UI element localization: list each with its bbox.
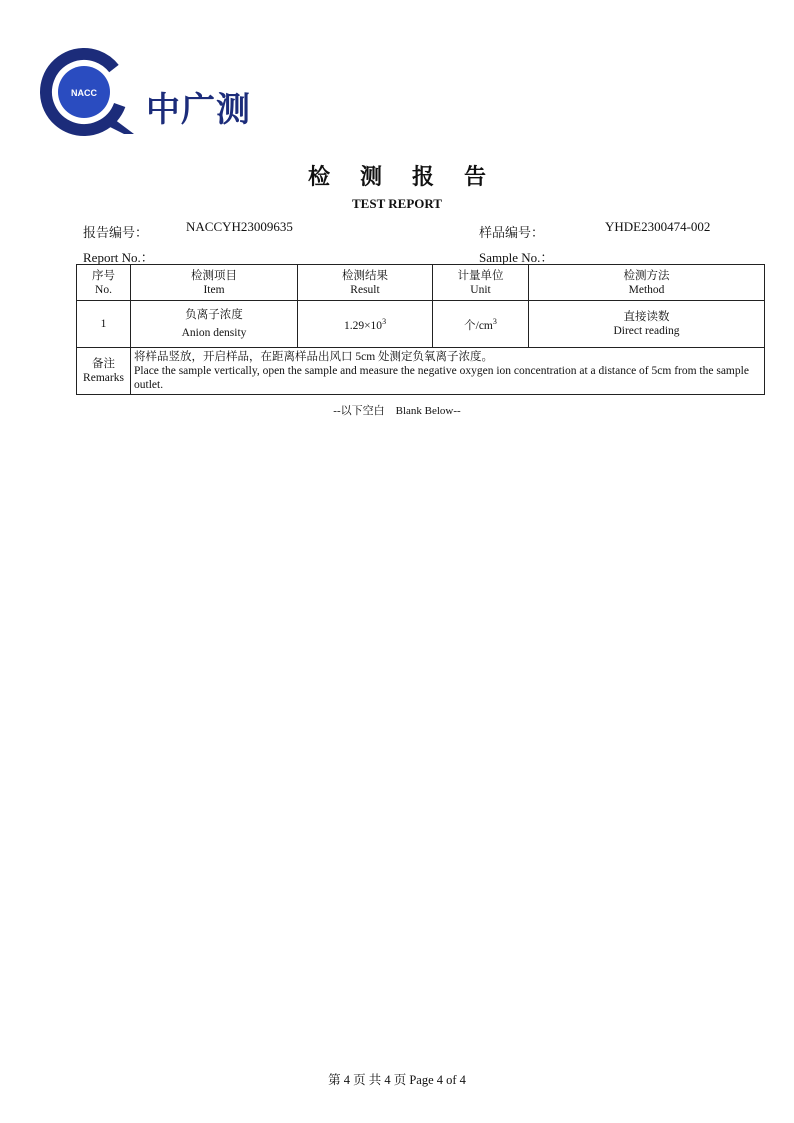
header-no: 序号 No.: [77, 265, 131, 301]
header-unit: 计量单位 Unit: [433, 265, 529, 301]
cell-result: $1.29\times 10^3$: [298, 301, 433, 348]
results-table: [76, 264, 765, 395]
page-footer: 第 4 页 共 4 页 Page 4 of 4: [328, 1073, 466, 1087]
blank-below-note: --以下空白 Blank Below--: [333, 405, 461, 417]
report-title-cn: 检测报告: [307, 164, 516, 190]
report-no-label-en: Report No.：: [83, 250, 154, 265]
report-no-value: NACCYH23009635: [186, 219, 293, 234]
cell-item: 负离子浓度 Anion density: [131, 301, 298, 348]
header-item: 检测项目 Item: [131, 265, 298, 301]
sample-no-label-cn: 样品编号：: [479, 225, 545, 240]
company-logo: [38, 46, 278, 138]
logo-badge-text: NACC: [71, 88, 97, 98]
sample-no-label-en: Sample No.：: [479, 250, 554, 265]
cell-unit: 个$/cm^3$: [433, 301, 529, 348]
cell-method: 直接读数 Direct reading: [529, 301, 765, 348]
remarks-row: [77, 348, 765, 395]
remarks-label: 备注 Remarks: [77, 348, 131, 395]
sample-no-value: YHDE2300474-002: [605, 219, 711, 234]
remarks-text: 将样品竖放，开启样品，在距离样品出风口 5cm 处测定负氧离子浓度。 Place the sample vertically, open the sample and measure the negative oxygen ion concentration at a distance of 5cm from the sample outlet.: [131, 348, 765, 395]
report-title-en: TEST REPORT: [352, 196, 442, 211]
logo-brand-text: 中广测: [146, 90, 251, 130]
header-method: 检测方法 Method: [529, 265, 765, 301]
report-no-label-cn: 报告编号：: [83, 225, 149, 240]
table-header-row: [77, 265, 765, 301]
table-row: [77, 301, 765, 348]
logo-ring-icon: [38, 46, 148, 138]
cell-no: 1: [77, 301, 131, 348]
header-result: 检测结果 Result: [298, 265, 433, 301]
